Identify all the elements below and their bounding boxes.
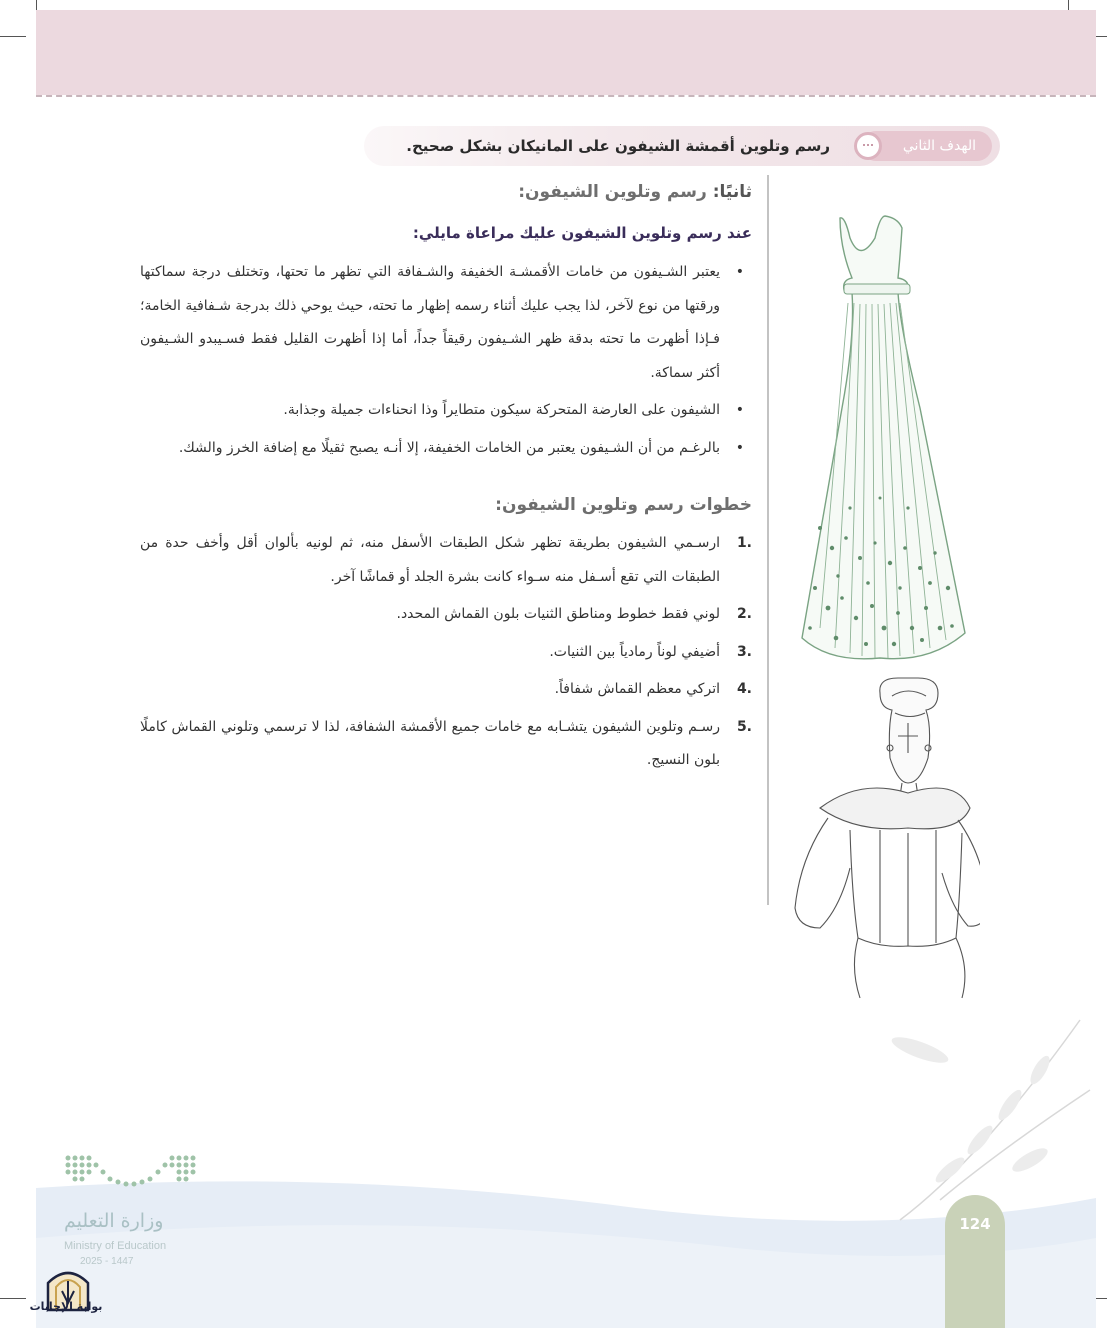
header-band	[36, 10, 1096, 95]
main-content	[140, 172, 752, 782]
fashion-illustrations	[780, 208, 980, 1008]
section-title-prefix: ثانيًا:	[712, 182, 752, 202]
page-number-tab	[945, 1195, 1005, 1328]
step-number: 5.	[736, 718, 752, 735]
ministry-name-english: Ministry of Education	[64, 1240, 167, 1252]
goal-tag: الهدف الثاني	[861, 131, 992, 161]
page-number: 124	[959, 1215, 991, 1233]
step-number: 3.	[736, 643, 752, 660]
crop-mark	[0, 36, 26, 37]
goal-banner	[364, 126, 1000, 166]
step-text: أضيفي لوناً رمادياً بين الثنيات.	[549, 643, 720, 660]
section-title-text: رسم وتلوين الشيفون:	[518, 182, 707, 202]
steps-list	[140, 527, 752, 778]
step-text: رسـم وتلوين الشيفون يتشـابه مع خامات جميع الأقمشة الشفافة، لذا لا ترسمي وتلوني القماش كاملًا بلون النسيج.	[140, 718, 720, 768]
list-item: • يعتبر الشـيفون من خامات الأقمشـة الخفيفة والشـفافة التي تظهر ما تحتها، وتختلف درجة سماكتها ورقتها من نوع لآخر، لذا يجب عليك أثناء رسمه إظهار ما تحته، حيث يوحي ذلك بدرجة شـفافية الخامة؛ فـإذا أظهرت ما تحته بدقة ظهر الشـيفون رقيقاً جداً، أما إذا أظهرت القليل فقط فسـيبدو الشـيفون أكثر سماكة.	[140, 256, 752, 390]
header-divider	[36, 95, 1096, 97]
ministry-name-arabic: وزارة التعليم	[64, 1210, 164, 1232]
off-shoulder-blouse-illustration	[795, 678, 980, 998]
bullet-list	[140, 256, 752, 465]
step-item	[140, 598, 752, 632]
goal-bullet-icon	[854, 132, 882, 160]
step-item	[140, 636, 752, 670]
section-title	[140, 172, 752, 212]
step-number: 4.	[736, 681, 752, 697]
dress-illustration	[802, 216, 965, 659]
list-item: • بالرغـم من أن الشـيفون يعتبر من الخامات الخفيفة، إلا أنـه يصبح ثقيلًا مع إضافة الخرز والشك.	[140, 432, 752, 466]
portal-label: بوابة الإجابات	[29, 1300, 103, 1313]
goal-text: رسم وتلوين أقمشة الشيفون على المانيكان بشكل صحيح.	[406, 137, 830, 155]
section-intro: عند رسم وتلوين الشيفون عليك مراعاة مايلي:	[412, 224, 752, 242]
wheat-branch-decoration	[880, 1000, 1100, 1230]
step-text: ارسـمي الشيفون بطريقة تظهر شكل الطبقات الأسفل منه، ثم لونيه بألوان أقل وأخف حدة من الطبقات التي تقع أسـفل منه سـواء كانت بشرة الجلد أو قماشًا آخر.	[140, 535, 720, 585]
step-item	[140, 673, 752, 707]
list-item: • الشيفون على العارضة المتحركة سيكون متطايراً وذا انحناءات جميلة وجذابة.	[140, 394, 752, 428]
step-item	[140, 711, 752, 778]
step-text: لوني فقط خطوط ومناطق الثنيات بلون القماش المحدد.	[396, 606, 720, 622]
steps-title: خطوات رسم وتلوين الشيفون:	[495, 495, 752, 515]
step-number: 2.	[736, 606, 752, 622]
step-number: 1.	[736, 535, 752, 551]
portal-logo	[28, 1255, 108, 1325]
step-item	[140, 527, 752, 594]
step-text: اتركي معظم القماش شفافاً.	[554, 681, 720, 697]
column-divider	[767, 175, 769, 905]
crop-mark	[0, 1298, 26, 1299]
ministry-year: 2025 - 1447	[80, 1256, 134, 1267]
